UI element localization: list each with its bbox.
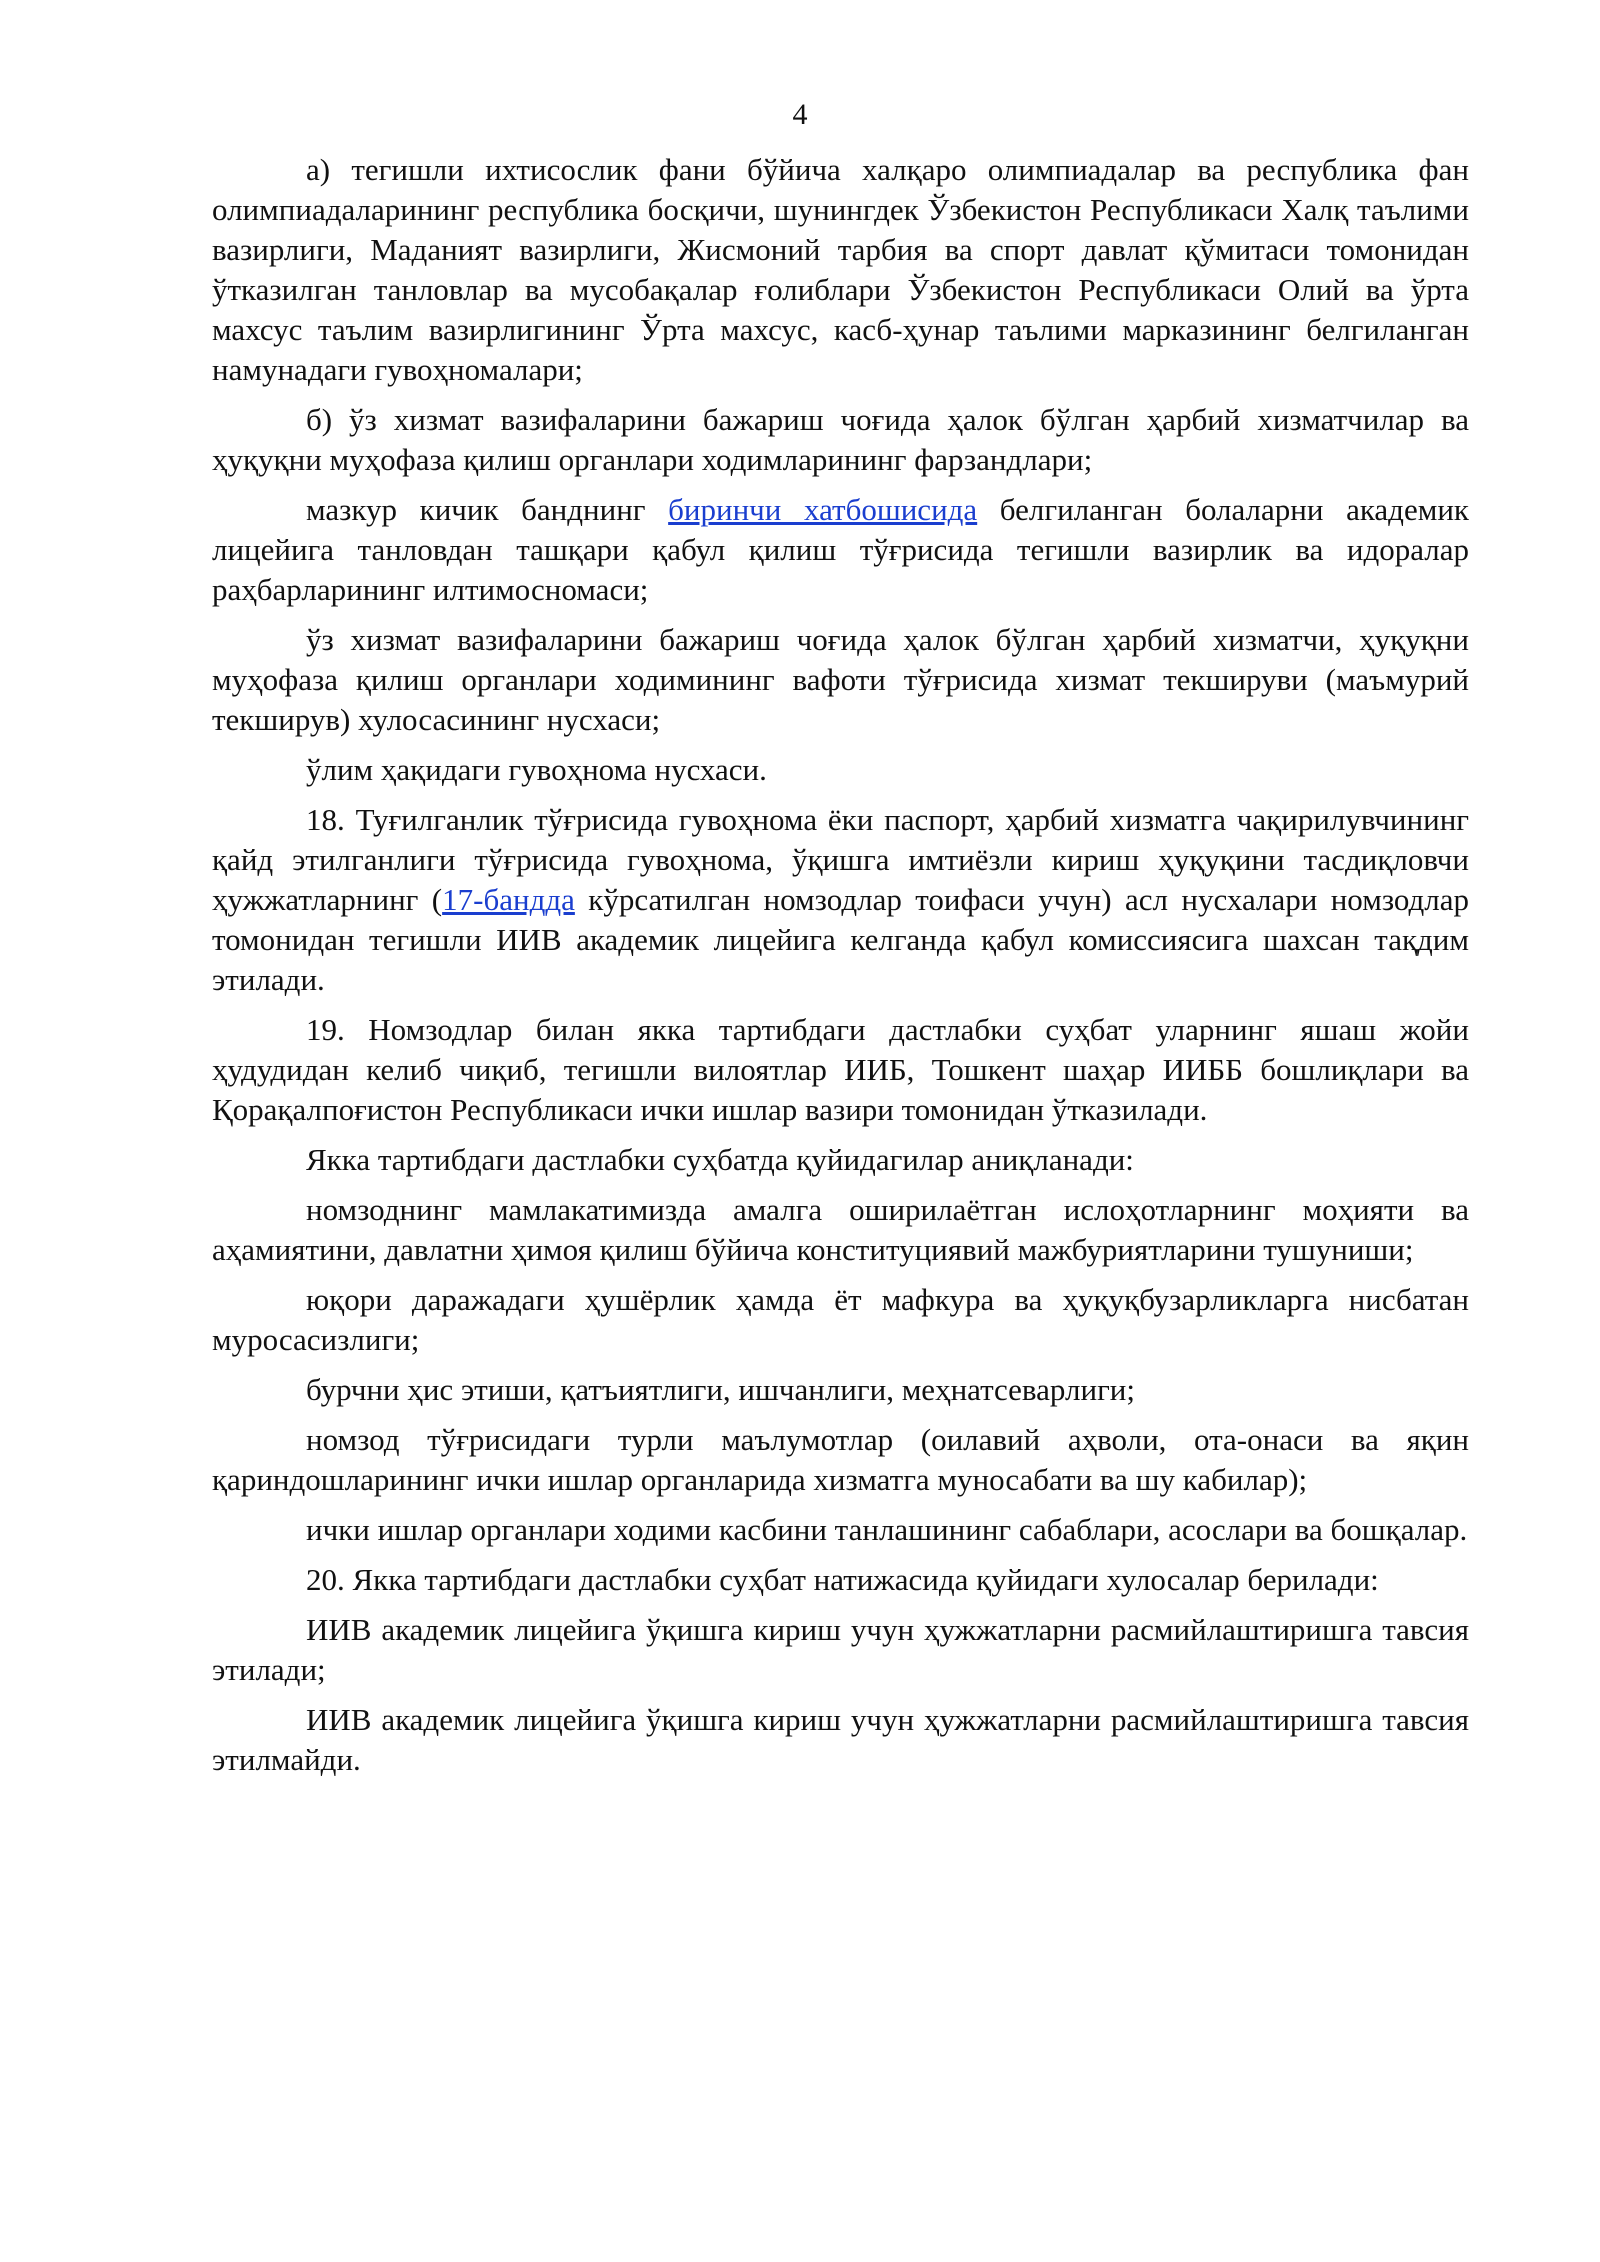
paragraph-sense-of-duty: бурчни ҳис этиши, қатъиятлиги, ишчанлиги, меҳнатсеварлиги; (306, 1372, 1135, 1407)
paragraph-not-recommended: ИИВ академик лицейига ўқишга кириш учун ҳужжатларни расмийлаштиришга тавсия этилмайди. (212, 1702, 1469, 1777)
clause-17-link[interactable]: 17-бандда (442, 882, 575, 917)
document-body (212, 150, 1469, 1790)
paragraph-19-interview: 19. Номзодлар билан якка тартибдаги дастлабки суҳбат уларнинг яшаш жойи ҳудудидан келиб чиқиб, тегишли вилоятлар ИИБ, Тошкент шаҳар ИИББ бошлиқлари ва Қорақалпоғистон Республикаси ички ишлар вазири томонидан ўтказилади. (212, 1012, 1469, 1127)
paragraph-text: кўрсатилган номзодлар тоифаси учун) асл нусхалари номзодлар томонидан тегишли ИИВ академик лицейига келганда қабул комиссиясига шахсан тақдим этилади. (212, 882, 1470, 997)
paragraph-understanding-reforms: номзоднинг мамлакатимизда амалга оширилаётган ислоҳотларнинг моҳияти ва аҳамиятини, давлатни ҳимоя қилиш бўйича конституциявий мажбуриятларини тушуниши; (212, 1192, 1469, 1267)
paragraph-20-conclusions: 20. Якка тартибдаги дастлабки суҳбат натижасида қуйидаги хулосалар берилади: (306, 1562, 1379, 1597)
paragraph-career-reasons: ички ишлар органлари ходими касбини танлашининг сабаблари, асослари ва бошқалар. (306, 1512, 1468, 1547)
paragraph-interview-determines: Якка тартибдаги дастлабки суҳбатда қуйидагилар аниқланади: (306, 1142, 1134, 1177)
paragraph-vigilance: юқори даражадаги ҳушёрлик ҳамда ёт мафкура ва ҳуқуқбузарликларга нисбатан муросасизлиги; (212, 1282, 1469, 1357)
paragraph-ministry-petition (212, 490, 1469, 610)
page-number: 4 (792, 98, 808, 131)
paragraph-text: 18. Туғилганлик тўғрисида гувоҳнома ёки паспорт, ҳарбий хизматга чақирилувчининг қайд этилганлиги тўғрисида гувоҳнома, ўқишга имтиёзли кириш ҳуқуқини тасдиқловчи ҳужжатларнинг ( (212, 802, 1469, 917)
paragraph-17b-children-of-fallen: б) ўз хизмат вазифаларини бажариш чоғида ҳалок бўлган ҳарбий хизматчилар ва ҳуқуқни муҳофаза қилиш органлари ходимларининг фарзандлари; (212, 402, 1469, 477)
paragraph-18-original-documents (212, 800, 1469, 1000)
paragraph-17a-certificates: а) тегишли ихтисослик фани бўйича халқаро олимпиадалар ва республика фан олимпиадаларининг республика босқичи, шунингдек Ўзбекистон Республикаси Халқ таълими вазирлиги, Маданият вазирлиги, Жисмоний тарбия ва спорт давлат қўмитаси томонидан ўтказилган танловлар ва мусобақалар ғолиблари Ўзбекистон Республикаси Олий ва ўрта махсус таълим вазирлигининг Ўрта махсус, касб-ҳунар таълими марказининг белгиланган намунадаги гувоҳномалари; (212, 152, 1469, 387)
paragraph-candidate-information: номзод тўғрисидаги турли маълумотлар (оилавий аҳволи, ота-онаси ва яқин қариндошларининг ички ишлар органларида хизматга муносабати ва шу кабилар); (212, 1422, 1469, 1497)
paragraph-text: белгиланган болаларни академик лицейига танловдан ташқари қабул қилиш тўғрисида тегишли вазирлик ва идоралар раҳбарларининг илтимосномаси; (212, 492, 1469, 607)
paragraph-service-investigation: ўз хизмат вазифаларини бажариш чоғида ҳалок бўлган ҳарбий хизматчи, ҳуқуқни муҳофаза қилиш органлари ходимининг вафоти тўғрисида хизмат текшируви (маъмурий текширув) хулосасининг нусхаси; (212, 622, 1469, 737)
paragraph-death-certificate: ўлим ҳақидаги гувоҳнома нусхаси. (306, 752, 767, 787)
paragraph-text: мазкур кичик банднинг (306, 492, 669, 527)
paragraph-recommended: ИИВ академик лицейига ўқишга кириш учун ҳужжатларни расмийлаштиришга тавсия этилади; (212, 1612, 1469, 1687)
first-subparagraph-link[interactable]: биринчи хатбошисида (668, 492, 978, 527)
